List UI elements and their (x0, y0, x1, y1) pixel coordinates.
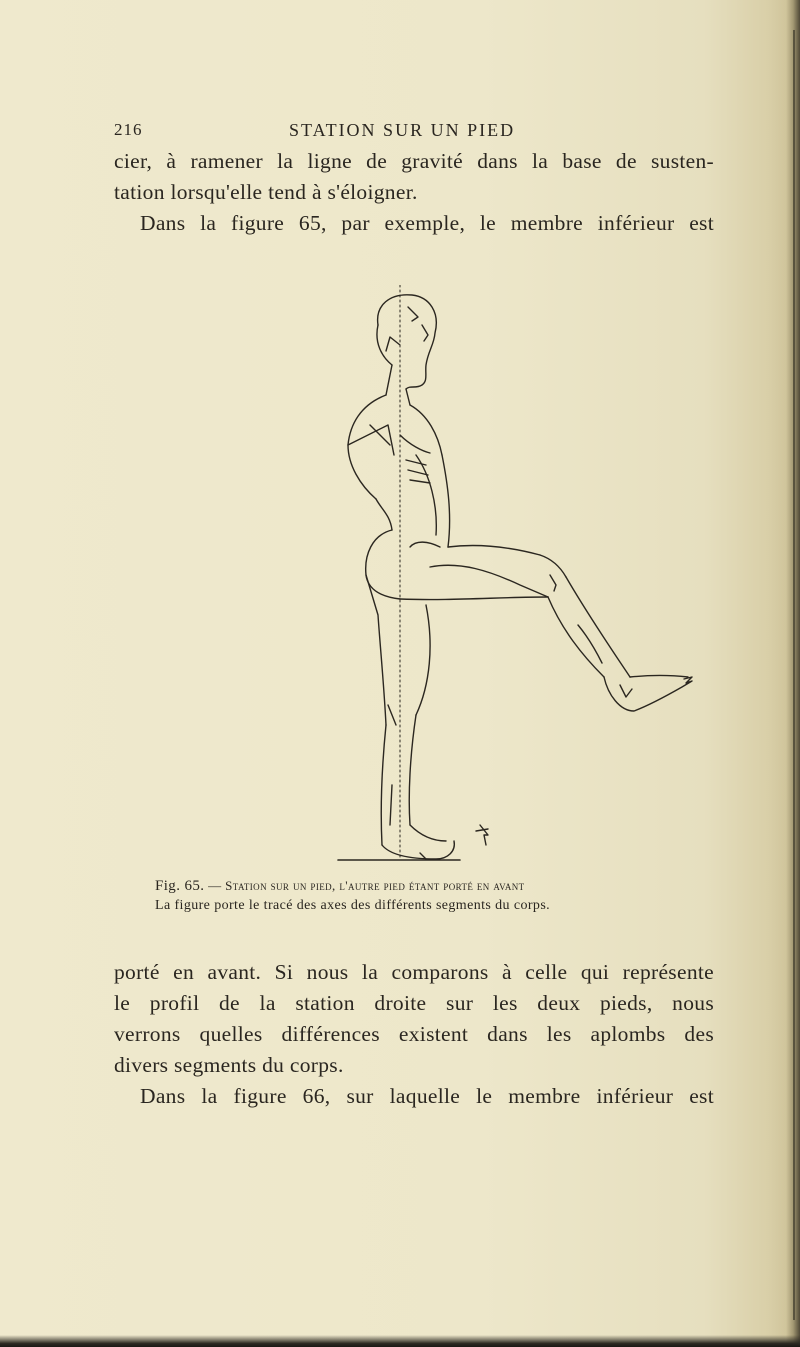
figure-description: La figure porte le tracé des axes des différents segments du corps. (155, 898, 551, 913)
text-line: Dans la figure 66, sur laquelle le membre inférieur est (140, 1084, 714, 1108)
page-number: 216 (114, 120, 143, 139)
figure-label: Fig. 65. (155, 878, 205, 894)
running-head (114, 120, 714, 144)
text-line: verrons quelles différences existent dans les aplombs des (114, 1022, 714, 1046)
text-line: porté en avant. Si nous la comparons à celle qui représente (114, 960, 714, 984)
bottom-paragraph (114, 957, 714, 1112)
anatomical-figure (330, 285, 710, 875)
figure-title: — Station sur un pied, l'autre pied étant porté en avant (208, 878, 525, 893)
figure-caption-description (155, 898, 695, 914)
page-edge-line (793, 30, 795, 1320)
text-line: cier, à ramener la ligne de gravité dans la base de susten- (114, 149, 714, 173)
page-bottom-shadow (0, 1335, 800, 1347)
figure-caption-title (155, 878, 695, 895)
text-line: Dans la figure 65, par exemple, le membre inférieur est (140, 211, 714, 235)
running-title: STATION SUR UN PIED (289, 120, 516, 140)
text-line: le profil de la station droite sur les deux pieds, nous (114, 991, 714, 1015)
top-paragraph (114, 146, 714, 239)
text-line: divers segments du corps. (114, 1053, 344, 1077)
text-line: tation lorsqu'elle tend à s'éloigner. (114, 180, 418, 204)
